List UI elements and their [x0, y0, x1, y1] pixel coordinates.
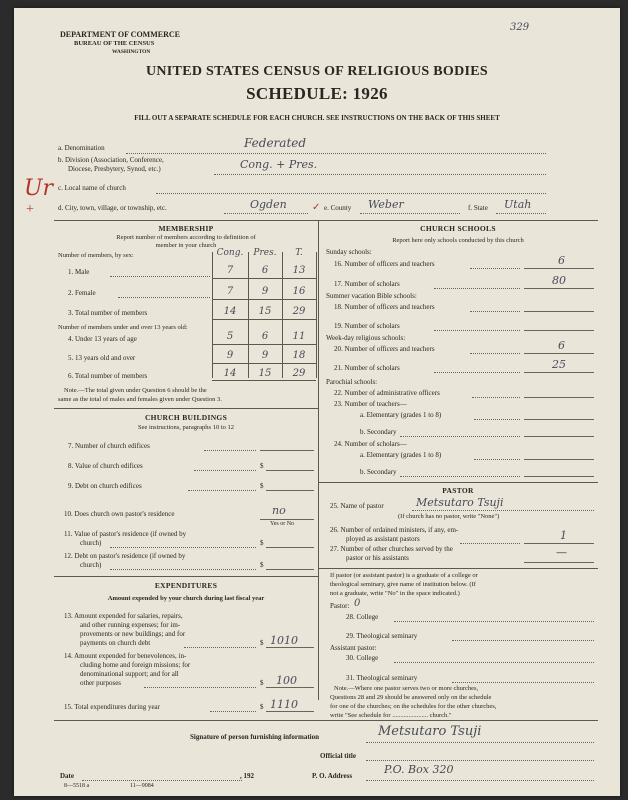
- total2-total: 29: [292, 368, 306, 379]
- division-label: b. Division (Association, Conference,: [58, 156, 164, 164]
- female-cong: 7: [226, 286, 234, 297]
- total-expenditures-dollar: $: [260, 703, 264, 711]
- assistant-seminary-label: 31. Theological seminary: [346, 674, 418, 682]
- city-value: Ogden: [250, 198, 287, 211]
- bureau-name: BUREAU OF THE CENSUS: [74, 40, 155, 47]
- female-pres: 9: [261, 286, 269, 297]
- print-number: 11—9084: [130, 783, 154, 789]
- expenditures-title: EXPENDITURES: [154, 581, 218, 590]
- male-total: 13: [292, 265, 306, 276]
- running-expenses-dollar: $: [260, 639, 264, 647]
- city-label: d. City, town, village, or township, etc.: [58, 204, 167, 212]
- official-title-label: Official title: [320, 752, 356, 760]
- department-name: DEPARTMENT OF COMMERCE: [60, 30, 181, 39]
- pastor-note: Note.—Where one pastor serves two or more churches,: [334, 685, 479, 692]
- membership-col-total: T.: [295, 248, 303, 258]
- assistant-pastors-value: 1: [560, 529, 567, 542]
- census-schedule-page: [14, 8, 620, 796]
- parochial-schools-heading: Parochial schools:: [326, 378, 378, 386]
- benevolences-label-4: other purposes: [80, 679, 122, 687]
- total2-pres: 15: [258, 368, 272, 379]
- weekday-schools-heading: Week-day religious schools:: [326, 334, 406, 342]
- under-13-total: 11: [292, 331, 306, 342]
- margin-cross-icon: +: [26, 202, 34, 217]
- weekday-scholars-value: 25: [552, 358, 566, 371]
- other-churches-label-2: pastor or his assistants: [346, 554, 409, 562]
- male-cong: 7: [226, 265, 234, 276]
- female-label: 2. Female: [68, 289, 96, 297]
- pastor-note-2: Questions 28 and 29 should be answered only on the schedule: [330, 694, 492, 701]
- under-13-pres: 6: [261, 331, 269, 342]
- female-total: 16: [292, 286, 306, 297]
- pastor-college-label: 28. College: [346, 613, 379, 621]
- running-expenses-value: 1010: [270, 634, 298, 647]
- pastor-note-4: write "See schedule for ...................... church.": [330, 712, 452, 719]
- edifices-debt-dollar: $: [260, 482, 264, 490]
- admin-officers-label: 22. Number of administrative officers: [334, 389, 440, 397]
- membership-col-cong: Cong.: [216, 248, 244, 258]
- schools-intro: Report here only schools conducted by this church: [392, 237, 524, 244]
- total-cong: 14: [223, 306, 237, 317]
- total-members-2-label: 6. Total number of members: [68, 372, 148, 380]
- total-members-label: 3. Total number of members: [68, 309, 148, 317]
- owns-residence-value: no: [272, 504, 286, 517]
- running-expenses-label: 13. Amount expended for salaries, repairs,: [64, 612, 183, 620]
- pastor-name-value: Metsutaro Tsuji: [416, 496, 504, 509]
- scholars-elementary-label: a. Elementary (grades 1 to 8): [360, 451, 442, 459]
- summer-schools-heading: Summer vacation Bible schools:: [326, 292, 417, 300]
- benevolences-label-2: cluding home and foreign missions; for: [80, 661, 191, 669]
- members-by-sex-heading: Number of members, by sex:: [58, 252, 134, 259]
- residence-value-label: 11. Value of pastor's residence (if owned by: [64, 530, 187, 538]
- under-13-label: 4. Under 13 years of age: [68, 335, 137, 343]
- weekday-officers-label: 20. Number of officers and teachers: [334, 345, 435, 353]
- margin-mark: Ur: [24, 176, 54, 201]
- scholars-label: 24. Number of scholars—: [334, 440, 407, 448]
- weekday-scholars-label: 21. Number of scholars: [334, 364, 400, 372]
- date-year: , 192: [240, 772, 254, 780]
- signature-value: Metsutaro Tsuji: [378, 724, 482, 739]
- form-title: UNITED STATES CENSUS OF RELIGIOUS BODIES: [145, 64, 488, 79]
- membership-note-2: same as the total of males and females given under Question 3.: [58, 396, 222, 403]
- scholars-secondary-label: b. Secondary: [360, 468, 397, 476]
- running-expenses-label-2: and other running expenses; for im-: [80, 621, 181, 629]
- other-churches-value: —: [556, 546, 567, 559]
- sunday-scholars-value: 80: [552, 274, 566, 287]
- pastor-education-value: 0: [354, 598, 361, 609]
- division-label-2: Diocese, Presbytery, Synod, etc.): [68, 165, 161, 173]
- schedule-title: SCHEDULE: 1926: [246, 84, 388, 103]
- pastor-title: PASTOR: [442, 486, 474, 495]
- membership-title: MEMBERSHIP: [158, 224, 214, 233]
- schools-title: CHURCH SCHOOLS: [420, 224, 496, 233]
- denomination-value: Federated: [244, 136, 307, 150]
- sunday-schools-heading: Sunday schools:: [326, 248, 372, 256]
- under-13-cong: 5: [226, 331, 234, 342]
- membership-note: Note.—The total given under Question 6 should be the: [64, 387, 207, 394]
- county-value: Weber: [368, 198, 404, 211]
- edifices-debt-label: 9. Debt on church edifices: [68, 482, 142, 490]
- graduate-instruction-3: not a graduate, write "No" in the space indicated.): [330, 590, 460, 597]
- edifices-value-dollar: $: [260, 462, 264, 470]
- form-instruction: FILL OUT A SEPARATE SCHEDULE FOR EACH CHURCH. SEE INSTRUCTIONS ON THE BACK OF THIS SHEET: [134, 114, 500, 122]
- pastor-name-label: 25. Name of pastor: [330, 502, 384, 510]
- edifices-value-label: 8. Value of church edifices: [68, 462, 143, 470]
- state-label: f. State: [468, 204, 488, 212]
- total-expenditures-value: 1110: [270, 698, 298, 711]
- buildings-title: CHURCH BUILDINGS: [144, 413, 228, 422]
- pastor-note-3: for one of the churches; on the schedules for the other churches,: [330, 703, 497, 710]
- over-13-total: 18: [292, 350, 306, 361]
- county-label: e. County: [324, 204, 352, 212]
- pastor-education-heading: Pastor:: [330, 602, 350, 610]
- residence-debt-dollar: $: [260, 561, 264, 569]
- assistant-pastor-heading: Assistant pastor:: [330, 644, 377, 652]
- total-expenditures-label: 15. Total expenditures during year: [64, 703, 160, 711]
- pastor-seminary-label: 29. Theological seminary: [346, 632, 418, 640]
- sunday-officers-label: 16. Number of officers and teachers: [334, 260, 435, 268]
- male-pres: 6: [261, 265, 269, 276]
- benevolences-value: 100: [276, 674, 297, 687]
- residence-debt-label-2: church): [80, 561, 102, 569]
- total-total: 29: [292, 306, 306, 317]
- summer-officers-label: 18. Number of officers and teachers: [334, 303, 435, 311]
- male-label: 1. Male: [68, 268, 90, 276]
- pastor-name-note: (If church has no pastor, write "None"): [398, 513, 500, 520]
- assistant-pastors-label-2: ployed as assistant pastors: [346, 535, 420, 543]
- yes-no-hint: Yes or No: [270, 521, 295, 527]
- membership-intro-2: member in your church: [155, 242, 217, 249]
- form-number: 8—5518 a: [64, 783, 90, 789]
- over-13-pres: 9: [261, 350, 269, 361]
- teachers-secondary-label: b. Secondary: [360, 428, 397, 436]
- weekday-officers-value: 6: [558, 339, 565, 352]
- running-expenses-label-4: payments on church debt: [80, 639, 151, 647]
- teachers-elementary-label: a. Elementary (grades 1 to 8): [360, 411, 442, 419]
- expenditures-subtitle: Amount expended by your church during last fiscal year: [107, 595, 265, 602]
- residence-debt-label: 12. Debt on pastor's residence (if owned by: [64, 552, 186, 560]
- state-value: Utah: [504, 198, 532, 211]
- assistant-college-label: 30. College: [346, 654, 379, 662]
- edifices-count-label: 7. Number of church edifices: [68, 442, 150, 450]
- age-heading: Number of members under and over 13 years old:: [58, 324, 188, 331]
- sunday-officers-value: 6: [558, 254, 565, 267]
- benevolences-dollar: $: [260, 679, 264, 687]
- running-expenses-label-3: provements or new buildings; and for: [80, 630, 186, 638]
- buildings-subtitle: See instructions, paragraphs 10 to 12: [137, 424, 235, 431]
- page-number: 329: [510, 22, 530, 33]
- assistant-pastors-label: 26. Number of ordained ministers, if any, em-: [330, 526, 459, 534]
- benevolences-label: 14. Amount expended for benevolences, in-: [64, 652, 187, 660]
- address-value: P.O. Box 320: [384, 763, 454, 776]
- signature-label: Signature of person furnishing information: [190, 733, 319, 741]
- total2-cong: 14: [223, 368, 237, 379]
- local-name-label: c. Local name of church: [58, 184, 126, 192]
- address-label: P. O. Address: [312, 772, 353, 780]
- date-label: Date: [60, 772, 74, 780]
- other-churches-label: 27. Number of other churches served by the: [330, 545, 453, 553]
- residence-value-label-2: church): [80, 539, 102, 547]
- over-13-cong: 9: [226, 350, 234, 361]
- summer-scholars-label: 19. Number of scholars: [334, 322, 400, 330]
- sunday-scholars-label: 17. Number of scholars: [334, 280, 400, 288]
- membership-col-pres: Pres.: [253, 248, 277, 258]
- total-pres: 15: [258, 306, 272, 317]
- owns-residence-label: 10. Does church own pastor's residence: [64, 510, 175, 518]
- division-value: Cong. + Pres.: [240, 158, 318, 171]
- membership-intro: Report number of members according to definition of: [116, 234, 256, 241]
- teachers-label: 23. Number of teachers—: [334, 400, 407, 408]
- bureau-city: WASHINGTON: [112, 49, 151, 55]
- benevolences-label-3: denominational support; and for all: [80, 670, 179, 678]
- check-mark-icon: ✓: [312, 202, 321, 213]
- graduate-instruction-2: theological seminary, give name of institution below. (If: [330, 581, 476, 588]
- over-13-label: 5. 13 years old and over: [68, 354, 136, 362]
- denomination-label: a. Denomination: [58, 144, 105, 152]
- residence-value-dollar: $: [260, 539, 264, 547]
- graduate-instruction: If pastor (or assistant pastor) is a graduate of a college or: [330, 572, 478, 579]
